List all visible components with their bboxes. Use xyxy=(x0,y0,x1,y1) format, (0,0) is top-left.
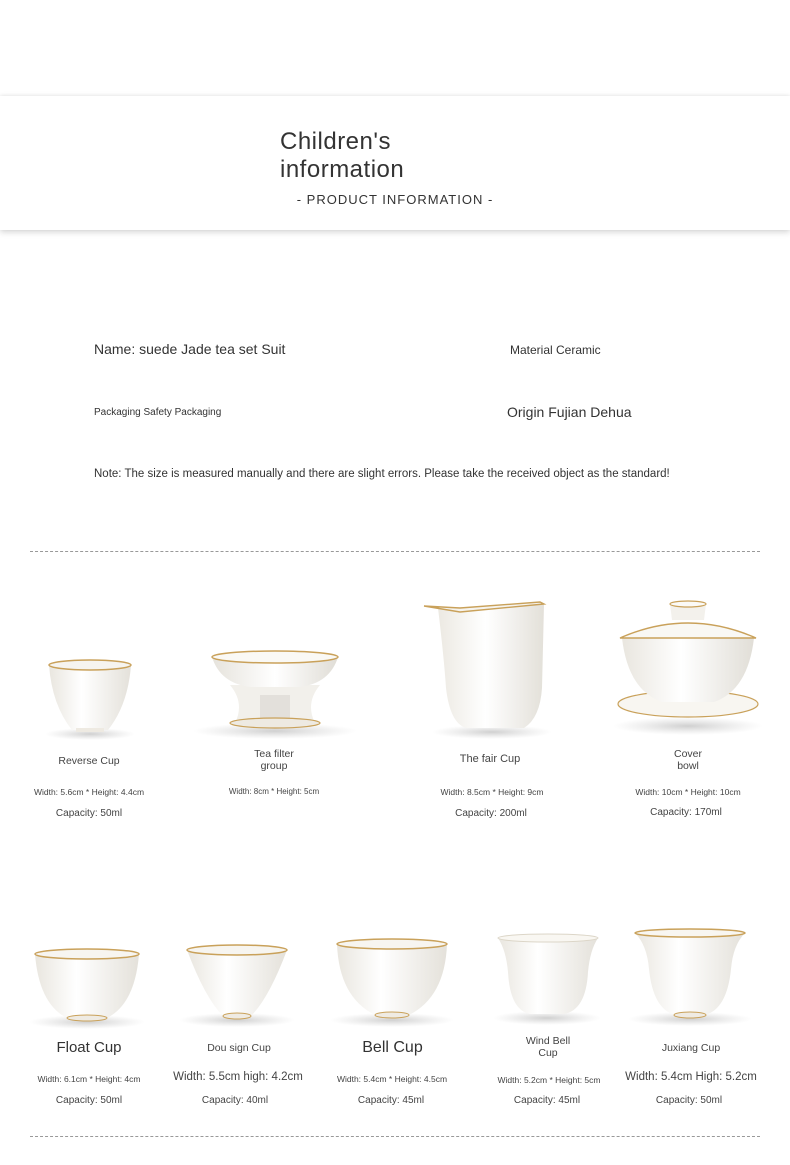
product-dims: Width: 8cm * Height: 5cm xyxy=(228,787,320,796)
product-label: Bell Cup xyxy=(362,1039,423,1056)
product-name: Name: suede Jade tea set Suit xyxy=(94,341,286,357)
product-label: Dou sign Cup xyxy=(207,1042,271,1054)
cover-bowl-icon xyxy=(610,598,765,743)
product-capacity: Capacity: 50ml xyxy=(55,1095,123,1106)
product-label: The fair Cup xyxy=(459,753,521,765)
product-label: Juxiang Cup xyxy=(661,1042,721,1054)
product-capacity: Capacity: 45ml xyxy=(513,1095,581,1106)
reverse-cup-icon xyxy=(40,650,140,745)
fair-cup-icon xyxy=(420,598,560,743)
product-label: Tea filter group xyxy=(254,748,294,772)
product-capacity: Capacity: 170ml xyxy=(650,807,722,818)
dou-sign-cup-icon xyxy=(175,940,300,1032)
float-cup-icon xyxy=(25,942,150,1034)
page-subtitle: - PRODUCT INFORMATION - xyxy=(296,192,494,207)
product-label: Float Cup xyxy=(56,1039,122,1056)
product-dims: Width: 5.6cm * Height: 4.4cm xyxy=(33,787,145,797)
juxiang-cup-icon xyxy=(625,925,755,1030)
product-capacity: Capacity: 50ml xyxy=(655,1095,723,1106)
product-packaging: Packaging Safety Packaging xyxy=(94,407,222,418)
product-capacity: Capacity: 45ml xyxy=(357,1095,425,1106)
product-label: Reverse Cup xyxy=(58,755,120,767)
product-capacity: Capacity: 200ml xyxy=(455,808,527,819)
product-dims: Width: 5.4cm * Height: 4.5cm xyxy=(336,1074,448,1084)
page-title: Children's information xyxy=(280,128,405,183)
product-dims: Width: 5.5cm high: 4.2cm xyxy=(173,1071,303,1083)
product-dims: Width: 6.1cm * Height: 4cm xyxy=(37,1074,141,1084)
product-note: Note: The size is measured manually and there are slight errors. Please take the received object as the standard! xyxy=(94,468,670,480)
wind-bell-cup-icon xyxy=(490,930,605,1030)
tea-filter-icon xyxy=(190,645,360,745)
product-capacity: Capacity: 50ml xyxy=(55,808,123,819)
product-dims: Width: 10cm * Height: 10cm xyxy=(635,787,741,797)
bell-cup-icon xyxy=(325,935,460,1032)
product-material: Material Ceramic xyxy=(510,343,601,357)
product-dims: Width: 5.4cm High: 5.2cm xyxy=(625,1071,757,1083)
product-dims: Width: 8.5cm * Height: 9cm xyxy=(440,787,544,797)
product-capacity: Capacity: 40ml xyxy=(201,1095,269,1106)
divider-top xyxy=(30,551,760,552)
product-label: Wind Bell Cup xyxy=(525,1035,571,1059)
product-dims: Width: 5.2cm * Height: 5cm xyxy=(497,1075,601,1085)
product-origin: Origin Fujian Dehua xyxy=(507,404,632,420)
divider-bottom xyxy=(30,1136,760,1137)
product-label: Cover bowl xyxy=(673,748,702,772)
